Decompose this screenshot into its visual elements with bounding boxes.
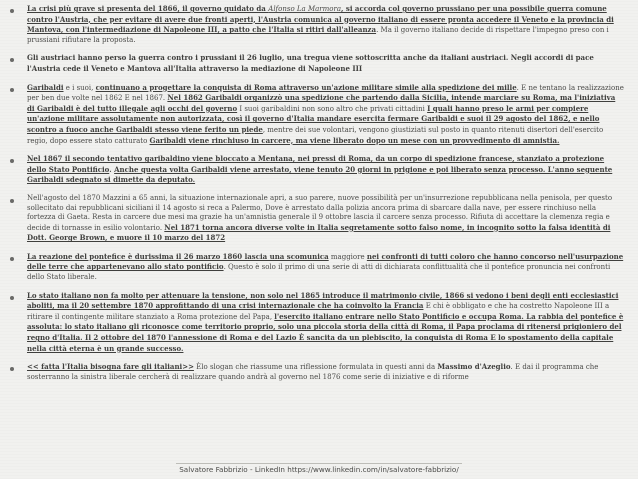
- text-run: , mentre dei sue volontari, vengono giustiziati sul posto in quanto ritenuti disertori dell'esercito regio, dopo essere stato catturato: [27, 125, 604, 145]
- text-run: . Ma il governo italiano decide di rispettare l'impegno preso con i prussiani rifiutare la proposta.: [27, 26, 609, 44]
- text-run: Garibaldi viene rinchiuso in carcere, ma viene liberato dopo un mese con un provvedimento di amnistia.: [149, 135, 560, 145]
- text-run: continuano a progettare la conquista di Roma attraverso un'azione militare simile alla spedizione dei mille: [95, 82, 517, 92]
- list-item: [8, 4, 624, 45]
- paragraph-1: [27, 4, 624, 45]
- text-run: e i suoi,: [63, 83, 96, 92]
- bullet-dot: [10, 159, 14, 163]
- text-run: che per evitare di avere due fronti aperti, l'Austria comunica al governo italiano di essere pronta accedere il Veneto e la provincia di Mantova, con l'intermediazione di Napoleone III, a patto che l'Italia si ritiri dall'alleanza: [27, 14, 614, 35]
- text-run: .: [109, 164, 115, 174]
- text-run: . E ne tentano la realizzazione per ben due volte nel 1862 E nel 1867.: [27, 83, 624, 103]
- list-item: [8, 291, 624, 355]
- text-run: I suoi garibaldini non sono altro che privati cittadini: [237, 104, 428, 113]
- text-run: nei confronti di tutti coloro che hanno concorso nell'usurpazione delle terre che appartenevano allo stato pontificio: [27, 251, 624, 272]
- paragraph-7: [27, 291, 624, 355]
- footer: [0, 465, 638, 474]
- text-run: maggiore: [328, 252, 367, 261]
- text-run: La reazione del pontefice è durissima il 26 marzo 1860 lascia una scomunica: [27, 251, 329, 261]
- text-run: Anche questa volta Garibaldi viene arrestato, viene tenuto 20 giorni in prigione e poi liberato senza processo. L'anno seguente Garibaldi sdegnato si dimette da deputato.: [27, 164, 613, 185]
- text-run: . E dai il programma che sosterranno la sinistra liberale cercherà di realizzare quando andrà al governo nel 1876 come serie di iniziative e di riforme: [27, 363, 599, 381]
- list-item: [8, 362, 624, 382]
- text-run: Lo stato italiano non fa molto per attenuare la tensione, non solo nel 1865 introduce il matrimonio civile, 1866 si vedono i beni degli enti ecclesiastici aboliti, ma il 20 settembre 1870 approfittando di una crisi internazionale che ha coinvolto la Francia: [27, 290, 619, 311]
- text-run: Alfonso La Marmora: [268, 5, 342, 13]
- paragraph-8: [27, 362, 624, 382]
- bullet-dot: [10, 9, 14, 13]
- bullet-dot: [10, 257, 14, 261]
- bullet-dot: [10, 88, 14, 92]
- list-item: [8, 83, 624, 147]
- text-run: E chi è obbligato e che ha costretto Napoleone III a ritirare il contingente militare stanziato a Roma protezione del Papa,: [27, 302, 610, 321]
- text-run: Garibaldi: [27, 82, 64, 92]
- text-run: Gli austriaci hanno perso la guerra contro i prussiani il 26 luglio, una tregua viene sottoscritta anche da italiani austriaci. Negli accordi di pace l'Austria cede il Veneto e Mantova all'Italia attraverso la mediazione di Napoleone III: [27, 53, 594, 73]
- list-item: [8, 53, 624, 74]
- paragraph-2: [27, 53, 624, 74]
- bullet-list: [8, 4, 624, 390]
- text-run: Nel 1867 il secondo tentativo garibaldino viene bloccato a Mentana, nei pressi di Roma, da un corpo di spedizione francese, stanziato a protezione dello Stato Pontificio: [27, 154, 605, 174]
- list-item: [8, 252, 624, 283]
- text-run: l'esercito italiano entrare nello Stato Pontificio e occupa Roma. La rabbia del pontefice è assoluta: lo stato italiano gli riconosce come territorio proprio, solo una piccola storia della città di Roma, il Papa proclama di ritenersi prigioniero del regno d'Italia. Il 2 ottobre del 1870 l'annessione di Roma e del Lazio È sancita da un plebiscito, la conquista di Roma E lo spostamento della capitale nella città eterna è un grande successo.: [27, 311, 624, 353]
- paragraph-3: [27, 83, 624, 147]
- footer-credit: Salvatore Fabbrizio - LinkedIn https://www.linkedin.com/in/salvatore-fabbrizio/: [176, 463, 462, 475]
- paragraph-6: [27, 252, 624, 283]
- bullet-dot: [10, 58, 14, 62]
- text-run: Massimo d'Azeglio: [437, 362, 511, 372]
- list-item: [8, 154, 624, 186]
- bullet-dot: [10, 296, 14, 300]
- text-run: Nell'agosto del 1870 Mazzini a 65 anni, la situazione internazionale apri, a suo parere, nuove possibilità per un'insurrezione repubblicana nella penisola, per questo sollecitato dai repubblicani siciliani il 14 agosto si reca a Palermo, Dove è arrestato dalla polizia ancora prima di sbarcare dalla nave, per essere rinchiuso nella fortezza di Gaeta. Resta in carcere due mesi ma grazie ha un'amnistia generale il 9 ottobre lascia il carcere senza processo. Rifiuta di accettare la clemenza regia e decide di tornasse in esilio volontario.: [27, 193, 613, 232]
- text-run: << fatta l'Italia bisogna fare gli italiani>>: [27, 362, 194, 372]
- bullet-dot: [10, 367, 14, 371]
- list-item: [8, 194, 624, 244]
- text-run: Nel 1871 torna ancora diverse volte in Italia segretamente sotto falso nome, in incognito sotto la falsa identità di Dott. George Brown, e muore il 10 marzo del 1872: [27, 222, 611, 243]
- text-run: La crisi più grave si presenta del 1866, il governo guidato da: [27, 4, 269, 13]
- text-run: I quali hanno preso le armi per compiere un'azione militare assolutamente non autorizzata, così il governo d'Italia mandare esercita fermare Garibaldi e suoi il 29 agosto del 1862, e nello scontro a fuoco anche Garibaldi stesso viene ferito un piede: [27, 103, 600, 134]
- paragraph-5: [27, 194, 624, 244]
- text-run: Èlo slogan che riassume una riflessione formulata in questi anni da: [193, 363, 438, 372]
- text-run: . Questo è solo il primo di una serie di atti di dichiarata conflittualità che il pontefice pronuncia nei confronti dello Stato liberale.: [27, 263, 611, 282]
- paragraph-4: [27, 154, 624, 186]
- text-run: Nel 1862 Garibaldi organizzò una spedizione che partendo dalla Sicilia, intende marciare su Roma, ma l'iniziativa di Garibaldi è del tutto illegale agli occhi del governo: [27, 93, 616, 113]
- text-run: , si accorda col governo prussiano per una possibile guerra comune contro l'Austria,: [27, 4, 607, 24]
- bullet-dot: [10, 199, 14, 203]
